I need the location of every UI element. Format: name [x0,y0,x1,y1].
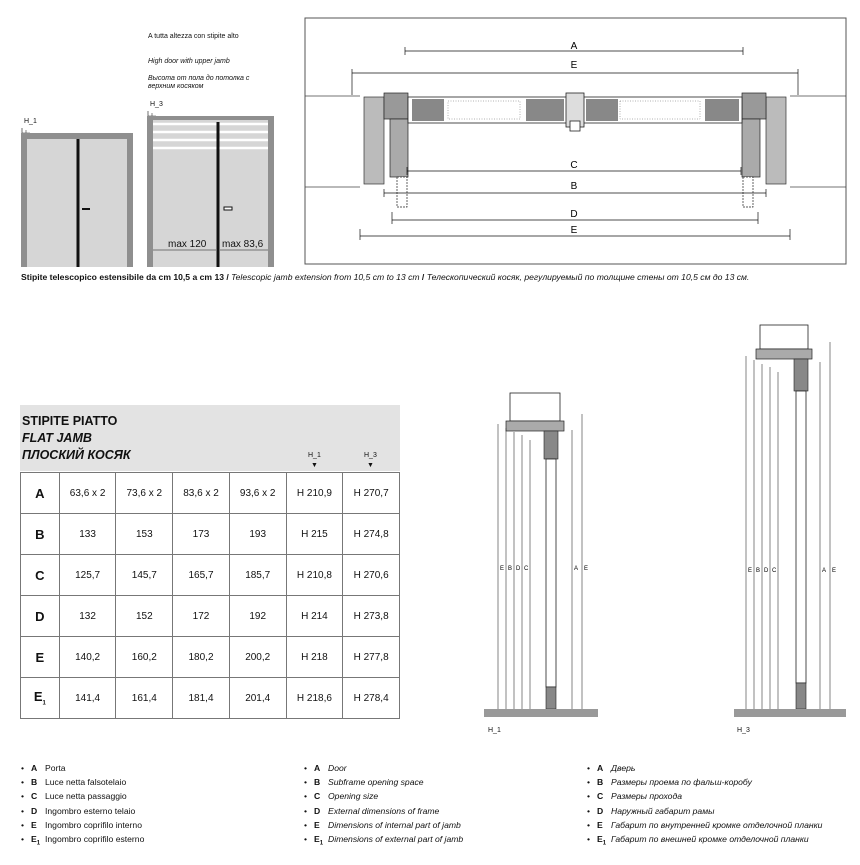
plan-label-d: D [570,209,578,220]
legend-en [304,761,463,851]
table-cell: H 218,6 [286,678,343,719]
intro-ru: Высота от пола до потолка с верхним косяком [148,75,250,90]
intro-en: High door with upper jamb [148,58,230,65]
spec-col-h1-arrow: ▼ [311,462,318,469]
table-row [21,514,400,555]
legend-item [21,818,144,832]
table-cell: 141,4 [59,678,116,719]
bullet-icon: • [304,777,308,788]
bullet-icon: • [587,791,591,802]
table-cell: H 274,8 [343,514,400,555]
spec-col-h1: H_1 [308,452,321,459]
legend-key: $E_1$ [597,834,607,847]
bullet-icon: • [587,805,591,816]
svg-text:E: E [500,566,505,572]
legend-key: C [31,791,38,802]
intro-it: A tutta altezza con stipite alto [148,33,239,40]
table-cell: 165,7 [173,555,230,596]
section-h3-drawing [726,322,856,732]
legend-item [304,818,463,832]
legend-key: A [597,763,604,773]
table-cell: 160,2 [116,637,173,678]
svg-text:A: A [574,566,579,572]
bullet-icon: • [21,763,25,773]
front-h1-label: H_1 [24,118,37,125]
legend-key: C [314,791,321,802]
svg-text:E: E [832,568,837,574]
table-cell: H 273,8 [343,596,400,637]
legend-value: Размеры прохода [611,791,682,802]
legend-item [587,804,822,818]
spec-title-en: FLAT JAMB [22,431,92,445]
legend-value: Ingombro coprifilo esterno [45,834,145,845]
bullet-icon: • [587,777,591,788]
table-cell: 152 [116,596,173,637]
legend-value: Door [328,763,347,773]
table-cell: H 277,8 [343,637,400,678]
legend-value: Subframe opening space [328,777,424,788]
caption [21,272,749,282]
caption-en: Telescopic jamb extension from 10,5 cm to 13 cm [231,272,420,282]
caption-it: Stipite telescopico estensibile da cm 10,5 a cm 13 [21,272,224,282]
table-cell: 63,6 x 2 [59,473,116,514]
svg-text:A: A [822,568,827,574]
legend-value: Габарит по внутренней кромке отделочной планки [611,819,823,830]
row-label: D [21,596,60,637]
bullet-icon: • [21,805,25,816]
spec-table-header [20,405,400,471]
legend-key: $E_1$ [31,834,41,847]
legend-ru [587,761,822,851]
row-label: B [21,514,60,555]
door-h1-drawing [21,128,133,267]
max-left-label: max 120 [168,239,207,250]
legend-value: Porta [45,763,66,773]
plan-label-c: C [570,160,578,171]
table-cell: 140,2 [59,637,116,678]
legend-item [587,761,822,775]
legend-value: Размеры проема по фальш-коробу [611,777,752,788]
table-cell: H 270,7 [343,473,400,514]
spec-title-ru: ПЛОСКИЙ КОСЯК [22,448,131,462]
legend-item [587,789,822,803]
table-row [21,555,400,596]
bullet-icon: • [21,777,25,788]
legend-item [587,775,822,789]
legend-value: Dimensions of internal part of jamb [328,819,461,830]
legend-item [21,789,144,803]
table-cell: H 214 [286,596,343,637]
legend-key: B [31,777,38,788]
bullet-icon: • [304,805,308,816]
legend-key: E [31,819,37,830]
section-h3-label: H_3 [737,727,750,734]
bullet-icon: • [587,819,591,830]
front-h3-label: H_3 [150,101,163,108]
legend-value: Luce netta passaggio [45,791,127,802]
svg-text:D: D [516,566,521,572]
svg-text:C: C [772,568,777,574]
legend-key: B [597,777,604,788]
svg-text:D: D [764,568,769,574]
table-cell: 83,6 x 2 [173,473,230,514]
legend-key: B [314,777,321,788]
row-label: C [21,555,60,596]
table-row [21,596,400,637]
table-cell: 185,7 [229,555,286,596]
legend-item [304,832,463,851]
legend-item [21,804,144,818]
table-cell: 201,4 [229,678,286,719]
table-cell: 153 [116,514,173,555]
row-label: A [21,473,60,514]
table-cell: H 210,9 [286,473,343,514]
row-label: E [21,637,60,678]
bullet-icon: • [304,763,308,773]
legend-item [304,761,463,775]
svg-text:C: C [524,566,529,572]
table-cell: 193 [229,514,286,555]
table-row [21,678,400,719]
svg-text:E: E [584,566,589,572]
svg-text:E: E [748,568,753,574]
legend-item [587,818,822,832]
legend-item [21,775,144,789]
legend-item [21,761,144,775]
table-cell: 145,7 [116,555,173,596]
table-cell: 125,7 [59,555,116,596]
bullet-icon: • [21,791,25,802]
legend-value: Дверь [611,763,636,773]
legend-it [21,761,144,851]
legend-item [304,804,463,818]
legend-key: D [314,805,321,816]
table-cell: H 210,8 [286,555,343,596]
table-cell: 181,4 [173,678,230,719]
legend-key: C [597,791,604,802]
legend-key: A [31,763,38,773]
table-cell: H 215 [286,514,343,555]
legend-value: Ingombro esterno telaio [45,805,136,816]
bullet-icon: • [304,791,308,802]
legend-item [587,832,822,851]
bullet-icon: • [587,834,591,845]
legend-key: D [31,805,38,816]
section-h1-drawing [478,390,608,735]
legend-key: D [597,805,604,816]
spec-table [20,472,400,719]
table-row [21,473,400,514]
legend-item [304,775,463,789]
plan-label-a: A [570,41,578,52]
legend-value: External dimensions of frame [328,805,440,816]
legend-value: Габарит по внешней кромке отделочной планки [611,834,809,845]
row-label: $E_1$ [21,678,60,719]
table-cell: 192 [229,596,286,637]
table-cell: 133 [59,514,116,555]
legend-value: Наружный габарит рамы [611,805,715,816]
legend-item [304,789,463,803]
table-row [21,637,400,678]
legend-item [21,832,144,851]
table-cell: H 270,6 [343,555,400,596]
legend-key: E [314,819,320,830]
front-views-drawing [0,0,300,270]
legend-key: $E_1$ [314,834,324,847]
table-cell: 200,2 [229,637,286,678]
legend-key: E [597,819,603,830]
spec-col-h3: H_3 [364,452,377,459]
table-cell: 173 [173,514,230,555]
section-h1-label: H_1 [488,727,501,734]
spec-title-it: STIPITE PIATTO [22,414,118,428]
table-cell: 132 [59,596,116,637]
bullet-icon: • [304,819,308,830]
legend-value: Opening size [328,791,379,802]
table-cell: 73,6 x 2 [116,473,173,514]
plan-label-e: E [570,225,578,236]
plan-label-e1: E [570,60,578,71]
bullet-icon: • [587,763,591,773]
bullet-icon: • [304,834,308,845]
caption-ru: Телескопический косяк, регулируемый по толщине стены от 10,5 см до 13 см. [426,272,750,282]
bullet-icon: • [21,834,25,845]
svg-text:B: B [756,568,761,574]
table-cell: 93,6 x 2 [229,473,286,514]
table-cell: 180,2 [173,637,230,678]
bullet-icon: • [21,819,25,830]
spec-col-h3-arrow: ▼ [367,462,374,469]
caption-sep1: / [224,272,232,282]
table-cell: 161,4 [116,678,173,719]
legend-value: Ingombro coprifilo interno [45,819,142,830]
legend-key: A [314,763,321,773]
table-cell: H 278,4 [343,678,400,719]
plan-label-b: B [570,181,578,192]
svg-text:B: B [508,566,513,572]
legend-value: Dimensions of external part of jamb [328,834,464,845]
plan-section-drawing [300,17,848,267]
legend-value: Luce netta falsotelaio [45,777,127,788]
table-cell: H 218 [286,637,343,678]
caption-sep2: / [419,272,427,282]
table-cell: 172 [173,596,230,637]
max-right-label: max 83,6 [222,239,264,250]
